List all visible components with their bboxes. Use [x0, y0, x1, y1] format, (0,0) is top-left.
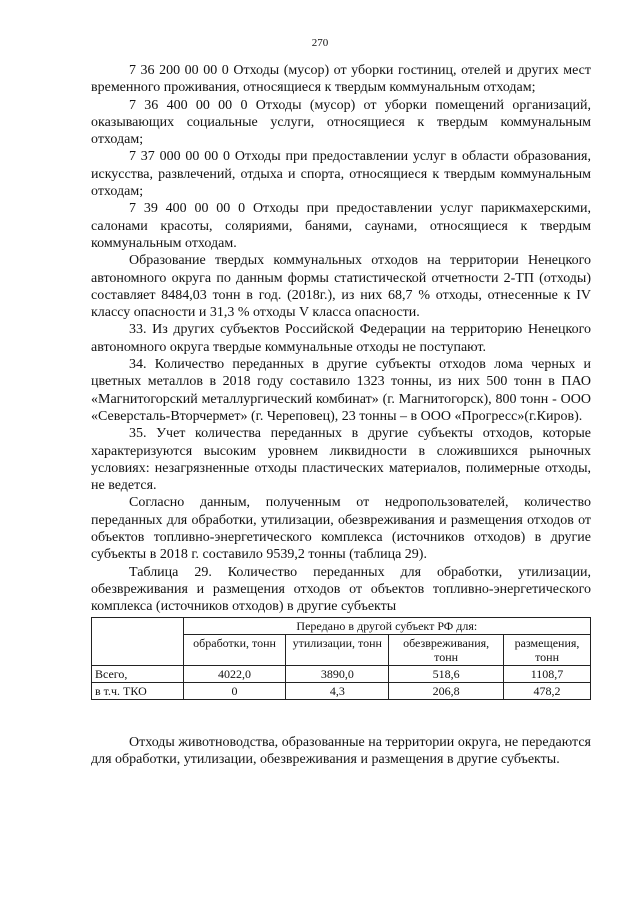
table-cell: 518,6: [389, 665, 504, 682]
table-group-header: Передано в другой субъект РФ для:: [183, 617, 590, 634]
column-header-neutralization: обезвреживания, тонн: [389, 634, 504, 665]
paragraph-msw-generation: Образование твердых коммунальных отходов на территории Ненецкого автономного округа по данным формы статистической отчетности 2-ТП (отходы) составляет 8484,03 тонн в год. (2018г.), из них 68,7 % отходы, отнесенные к IV классу опасности и 31,3 % отходы V класса опасности.: [91, 253, 591, 321]
paragraph-subsoil-users: Согласно данным, полученным от недропользователей, количество переданных для обработки, утилизации, обезвреживания и размещения отходов от объектов топливно-энергетического комплекса (источников отходов) в другие субъекты в 2018 г. составило 9539,2 тонны (таблица 29).: [91, 495, 591, 563]
paragraph-waste-code-hairdressers: 7 39 400 00 00 0 Отходы при предоставлении услуг парикмахерскими, салонами красоты, соляриями, банями, саунами, относящиеся к твердым коммунальным отходам.: [91, 201, 591, 251]
table-cell: 1108,7: [504, 665, 591, 682]
document-body: [91, 62, 591, 768]
paragraph-waste-code-social: 7 36 400 00 00 0 Отходы (мусор) от уборки помещений организаций, оказывающих социальные услуги, относящиеся к твердым коммунальным отходам;: [91, 97, 591, 148]
paragraph-livestock-waste: Отходы животноводства, образованные на территории округа, не передаются для обработки, утилизации, обезвреживания и размещения в другие субъекты.: [91, 734, 591, 767]
waste-transfer-table: [91, 617, 591, 700]
table-row: [92, 682, 591, 699]
paragraph-item-35: 35. Учет количества переданных в другие субъекты отходов, которые характеризуются высоким уровнем ликвидности в сложившихся рыночных условиях: незагрязненные отходы пластических материалов, полимерные отходы, не ведется.: [91, 426, 591, 494]
table-cell: 4022,0: [183, 665, 286, 682]
table-cell: 206,8: [389, 682, 504, 699]
row-label: в т.ч. ТКО: [92, 682, 184, 699]
paragraph-waste-code-hotels: 7 36 200 00 00 0 Отходы (мусор) от уборки гостиниц, отелей и других мест временного проживания, относящиеся к твердым коммунальным отходам;: [91, 63, 591, 96]
table-corner-cell: [92, 617, 184, 665]
table-row: [92, 665, 591, 682]
column-header-processing: обработки, тонн: [183, 634, 286, 665]
row-label: Всего,: [92, 665, 184, 682]
paragraph-waste-code-education: 7 37 000 00 00 0 Отходы при предоставлении услуг в области образования, искусства, развлечений, отдыха и спорта, относящиеся к твердым коммунальным отходам;: [91, 149, 591, 200]
table-cell: 478,2: [504, 682, 591, 699]
table-caption: Таблица 29. Количество переданных для обработки, утилизации, обезвреживания и размещения отходов от объектов топливно-энергетического комплекса (источников отходов) в другие субъекты: [91, 564, 591, 615]
table-header-row: [92, 617, 591, 634]
column-header-disposal: размещения, тонн: [504, 634, 591, 665]
table-cell: 3890,0: [286, 665, 389, 682]
column-header-utilization: утилизации, тонн: [286, 634, 389, 665]
paragraph-item-34: 34. Количество переданных в другие субъекты отходов лома черных и цветных металлов в 2018 году составило 1323 тонны, из них 500 тонн в ПАО «Магнитогорский металлургический комбинат» (г. Магнитогорск), 800 тонн - ООО «Северсталь-Вторчермет» (г. Череповец), 23 тонны – в ООО «Прогресс»(г.Киров).: [91, 357, 591, 424]
table-cell: 0: [183, 682, 286, 699]
paragraph-item-33: 33. Из других субъектов Российской Федерации на территорию Ненецкого автономного округа твердые коммунальные отходы не поступают.: [91, 322, 591, 355]
table-cell: 4,3: [286, 682, 389, 699]
page-number: 270: [311, 37, 329, 49]
